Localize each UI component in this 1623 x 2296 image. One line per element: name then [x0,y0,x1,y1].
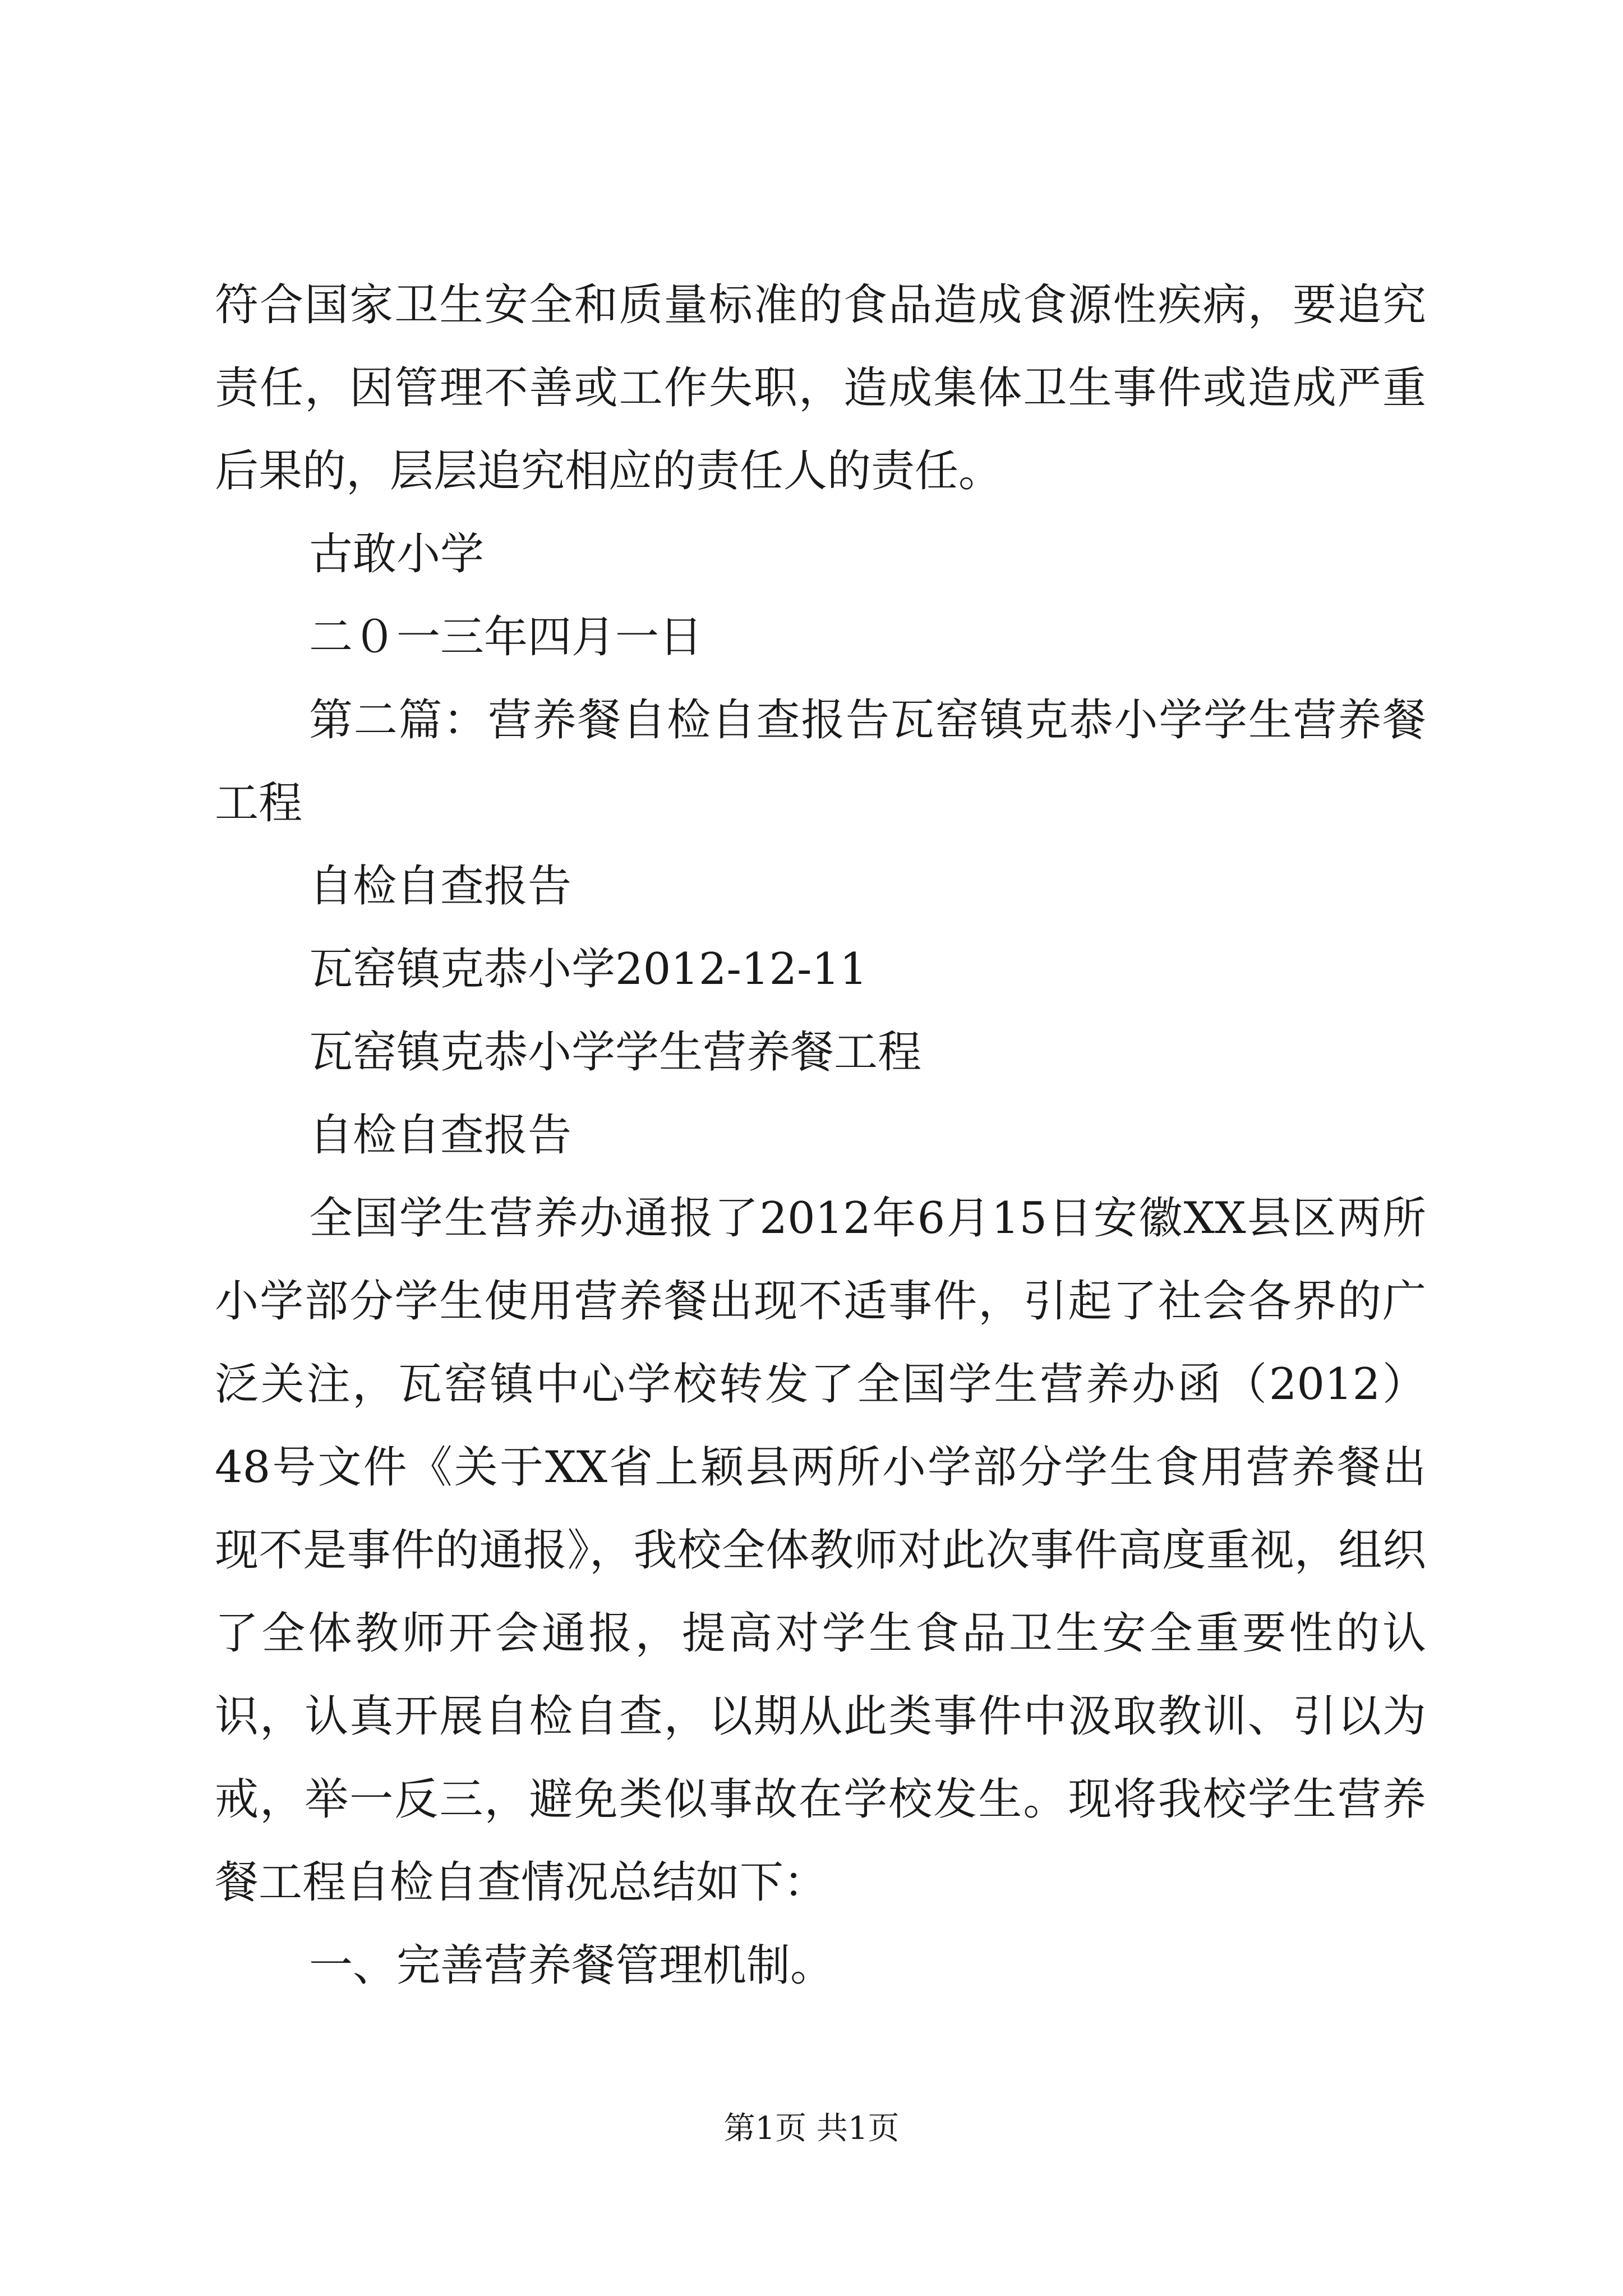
report-heading: 自检自查报告 [309,861,572,912]
body-paragraph: 全国学生营养办通报了2012年6月15日安徽XX县区两所小学部分学生使用营养餐出现不适事件，引起了社会各界的广泛关注，瓦窑镇中心学校转发了全国学生营养办函（2012）48号文件《关于XX省上颖县两所小学部分学生食用营养餐出现不是事件的通报》，我校全体教师对此次事件高度重视，组织了全体教师开会通报，提高对学生食品卫生安全重要性的认识，认真开展自检自查，以期从此类事件中汲取教训、引以为戒，举一反三，避免类似事故在学校发生。现将我校学生营养餐工程自检自查情况总结如下： [215,1193,1426,1908]
school-and-date: 瓦窑镇克恭小学2012-12-11 [309,944,868,995]
project-title: 瓦窑镇克恭小学学生营养餐工程 [309,1027,922,1078]
section-heading-1: 一、完善营养餐管理机制。 [309,1940,834,1991]
paragraph-continuation: 符合国家卫生安全和质量标准的食品造成食源性疾病，要追究责任，因管理不善或工作失职，造成集体卫生事件或造成严重后果的，层层追究相应的责任人的责任。 [215,280,1426,496]
school-signature: 古敢小学 [309,529,485,579]
report-heading-repeat: 自检自查报告 [309,1110,572,1161]
document-body [215,264,1426,2007]
section-title: 第二篇：营养餐自检自查报告瓦窑镇克恭小学学生营养餐工程 [215,695,1426,829]
page-number: 第1页 共1页 [723,2110,900,2147]
signature-date: 二０一三年四月一日 [309,612,703,662]
